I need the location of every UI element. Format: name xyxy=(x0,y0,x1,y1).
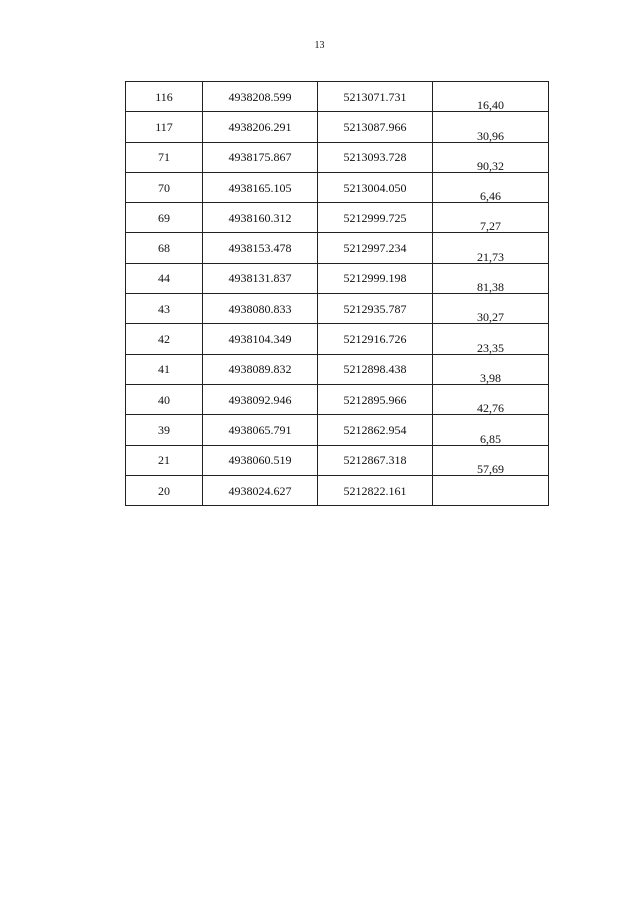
distance-cell: 23,35 xyxy=(433,324,549,354)
table-row xyxy=(126,475,549,505)
point-number-cell: 39 xyxy=(126,415,203,445)
y-coordinate-cell: 5212895.966 xyxy=(318,384,433,414)
distance-cell: 90,32 xyxy=(433,142,549,172)
table-row xyxy=(126,354,549,384)
x-coordinate-cell: 4938060.519 xyxy=(203,445,318,475)
distance-cell: 57,69 xyxy=(433,445,549,475)
y-coordinate-cell: 5212822.161 xyxy=(318,475,433,505)
x-coordinate-cell: 4938165.105 xyxy=(203,172,318,202)
distance-cell: 30,27 xyxy=(433,294,549,324)
y-coordinate-cell: 5212867.318 xyxy=(318,445,433,475)
distance-cell: 6,46 xyxy=(433,172,549,202)
point-number-cell: 71 xyxy=(126,142,203,172)
point-number-cell: 68 xyxy=(126,233,203,263)
distance-cell: 7,27 xyxy=(433,203,549,233)
x-coordinate-cell: 4938206.291 xyxy=(203,112,318,142)
table-row xyxy=(126,82,549,112)
point-number-cell: 41 xyxy=(126,354,203,384)
point-number-cell: 40 xyxy=(126,384,203,414)
y-coordinate-cell: 5212999.725 xyxy=(318,203,433,233)
y-coordinate-cell: 5213071.731 xyxy=(318,82,433,112)
distance-cell: 21,73 xyxy=(433,233,549,263)
distance-cell: 3,98 xyxy=(433,354,549,384)
x-coordinate-cell: 4938089.832 xyxy=(203,354,318,384)
point-number-cell: 70 xyxy=(126,172,203,202)
distance-cell: 81,38 xyxy=(433,263,549,293)
table-row xyxy=(126,142,549,172)
point-number-cell: 20 xyxy=(126,475,203,505)
point-number-cell: 42 xyxy=(126,324,203,354)
table-row xyxy=(126,384,549,414)
point-number-cell: 69 xyxy=(126,203,203,233)
y-coordinate-cell: 5212898.438 xyxy=(318,354,433,384)
distance-cell: 16,40 xyxy=(433,82,549,112)
x-coordinate-cell: 4938153.478 xyxy=(203,233,318,263)
table-row xyxy=(126,233,549,263)
y-coordinate-cell: 5213093.728 xyxy=(318,142,433,172)
x-coordinate-cell: 4938104.349 xyxy=(203,324,318,354)
table-row xyxy=(126,294,549,324)
page-number: 13 xyxy=(314,40,325,51)
distance-cell: 42,76 xyxy=(433,384,549,414)
distance-cell: 6,85 xyxy=(433,415,549,445)
distance-cell xyxy=(433,475,549,505)
x-coordinate-cell: 4938024.627 xyxy=(203,475,318,505)
point-number-cell: 44 xyxy=(126,263,203,293)
x-coordinate-cell: 4938160.312 xyxy=(203,203,318,233)
table-row xyxy=(126,263,549,293)
table-row xyxy=(126,172,549,202)
y-coordinate-cell: 5212997.234 xyxy=(318,233,433,263)
x-coordinate-cell: 4938131.837 xyxy=(203,263,318,293)
point-number-cell: 117 xyxy=(126,112,203,142)
table-row xyxy=(126,445,549,475)
x-coordinate-cell: 4938208.599 xyxy=(203,82,318,112)
y-coordinate-cell: 5212862.954 xyxy=(318,415,433,445)
coordinates-table xyxy=(125,81,549,506)
point-number-cell: 21 xyxy=(126,445,203,475)
point-number-cell: 43 xyxy=(126,294,203,324)
table-row xyxy=(126,324,549,354)
x-coordinate-cell: 4938175.867 xyxy=(203,142,318,172)
table-row xyxy=(126,415,549,445)
x-coordinate-cell: 4938080.833 xyxy=(203,294,318,324)
coordinates-table-body xyxy=(126,82,549,506)
table-row xyxy=(126,203,549,233)
y-coordinate-cell: 5212935.787 xyxy=(318,294,433,324)
table-row xyxy=(126,112,549,142)
point-number-cell: 116 xyxy=(126,82,203,112)
y-coordinate-cell: 5213004.050 xyxy=(318,172,433,202)
distance-cell: 30,96 xyxy=(433,112,549,142)
x-coordinate-cell: 4938065.791 xyxy=(203,415,318,445)
y-coordinate-cell: 5213087.966 xyxy=(318,112,433,142)
y-coordinate-cell: 5212916.726 xyxy=(318,324,433,354)
y-coordinate-cell: 5212999.198 xyxy=(318,263,433,293)
x-coordinate-cell: 4938092.946 xyxy=(203,384,318,414)
